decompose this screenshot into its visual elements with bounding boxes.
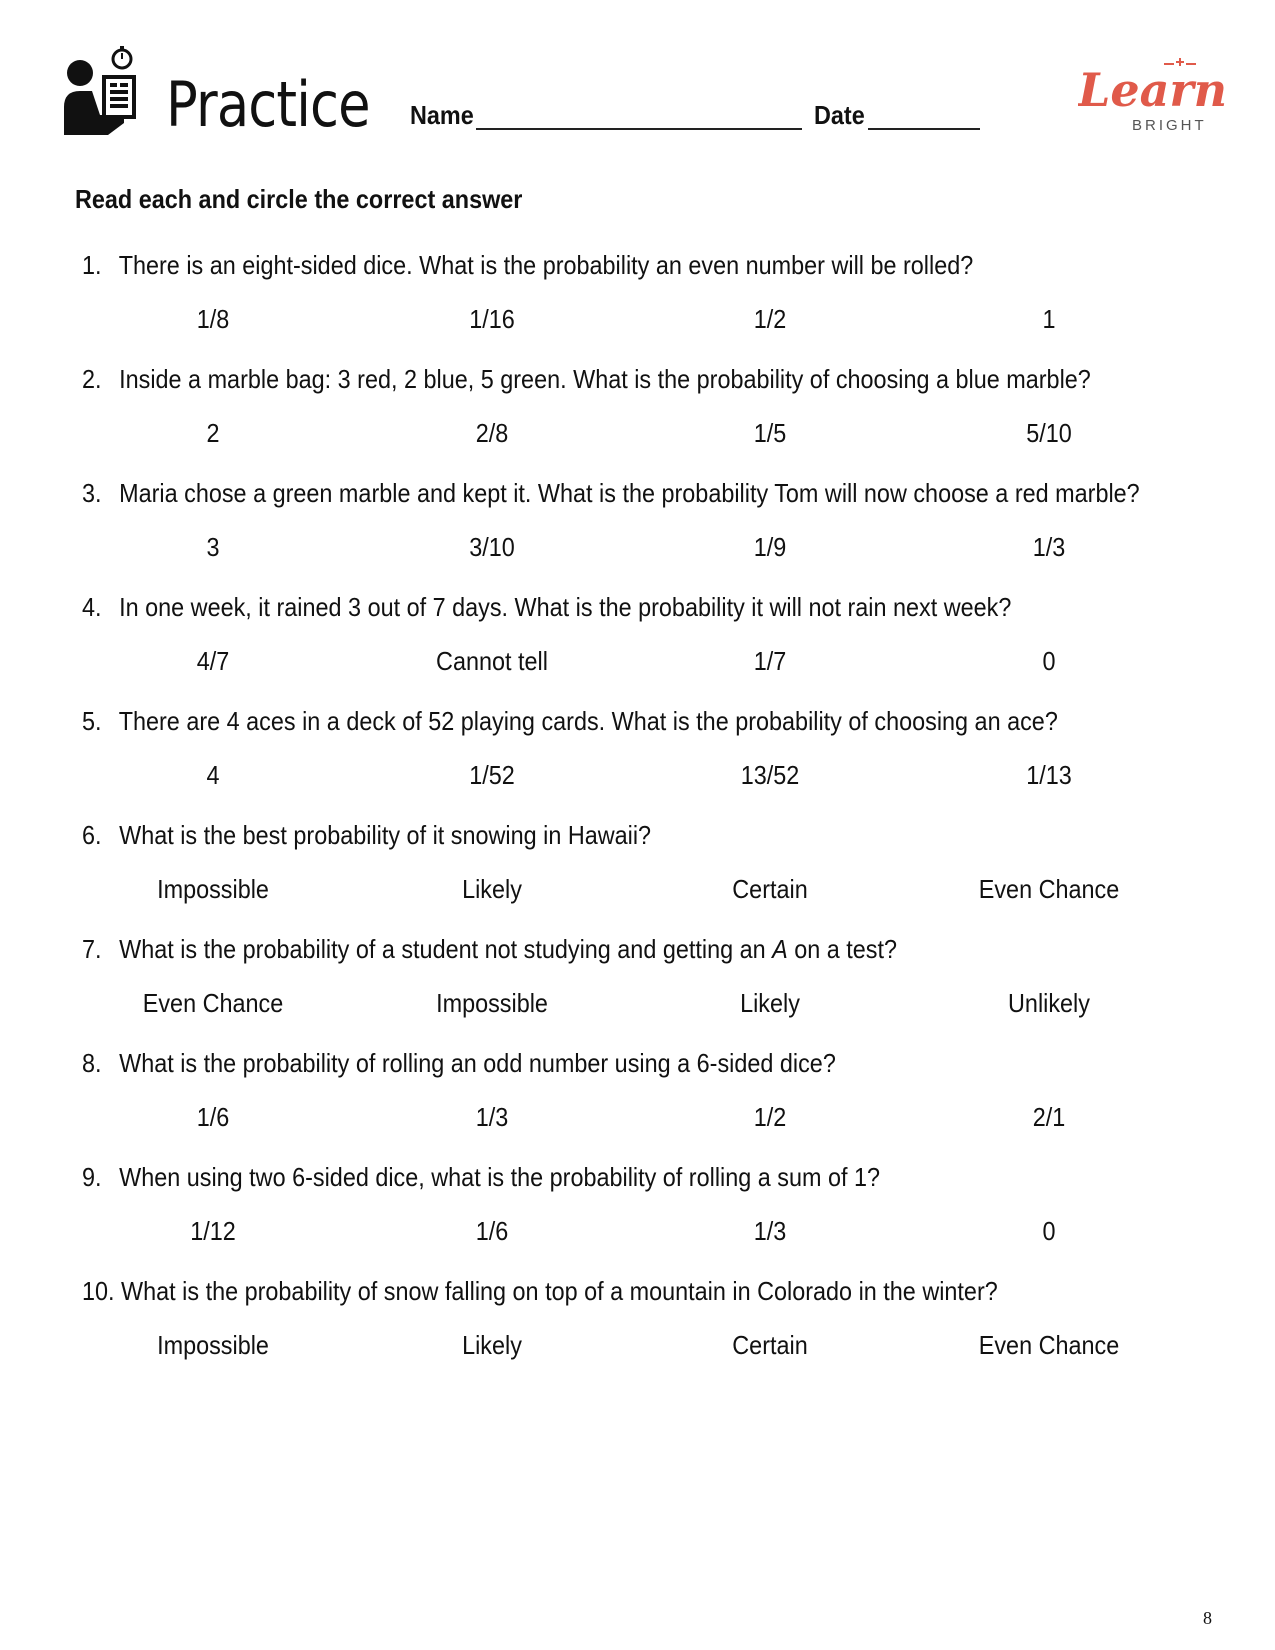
choice-a[interactable]: Impossible [157,1330,269,1360]
question-number: 4. [82,592,102,622]
question-text: Inside a marble bag: 3 red, 2 blue, 5 green. What is the probability of choosing a blue marble? [119,364,1091,394]
page-header [0,0,1275,160]
choice-b[interactable]: 2/8 [475,418,509,448]
choice-b[interactable]: Likely [462,1330,522,1360]
choice-b[interactable]: Cannot tell [436,646,548,676]
question-text: What is the probability of snow falling on top of a mountain in Colorado in the winter? [121,1276,998,1306]
choice-b[interactable]: 1/3 [475,1102,509,1132]
learn-bright-logo [1078,52,1228,142]
question-text: What is the probability of rolling an odd number using a 6-sided dice? [119,1048,836,1078]
page-number: 8 [1203,1608,1212,1628]
choice-c[interactable]: 1/9 [753,532,787,562]
choices-8 [0,1102,1275,1138]
logo-word: Learn [1078,63,1228,117]
choices-10 [0,1330,1275,1366]
choice-a[interactable]: Even Chance [142,988,284,1018]
choice-c[interactable]: 1/5 [753,418,787,448]
choice-d[interactable]: 5/10 [1026,418,1072,448]
choice-d[interactable]: 2/1 [1032,1102,1066,1132]
question-number: 8. [82,1048,102,1078]
choices-6 [0,874,1275,910]
choice-d[interactable]: Even Chance [978,874,1120,904]
question-number: 10. [82,1276,115,1306]
question-5 [82,706,1058,737]
choice-b[interactable]: 1/16 [469,304,515,334]
choices-7 [0,988,1275,1024]
choice-c[interactable]: 13/52 [740,760,800,790]
choice-b[interactable]: Likely [462,874,522,904]
question-7 [82,934,897,965]
question-6 [82,820,651,851]
question-text: What is the best probability of it snowing in Hawaii? [119,820,652,850]
question-number: 9. [82,1162,102,1192]
choice-d[interactable]: Even Chance [978,1330,1120,1360]
emphasized-letter: A [772,934,788,964]
choice-a[interactable]: 4/7 [196,646,230,676]
question-number: 3. [82,478,102,508]
question-9 [82,1162,880,1193]
choices-5 [0,760,1275,796]
choice-a[interactable]: 1/6 [196,1102,230,1132]
practice-person-icon [62,45,144,145]
question-2 [82,364,1091,395]
choice-c[interactable]: 1/3 [753,1216,787,1246]
choice-d[interactable]: 0 [1042,646,1056,676]
choices-2 [0,418,1275,454]
choice-a[interactable]: 2 [206,418,220,448]
page-title: Practice [166,68,370,141]
choice-c[interactable]: Certain [732,874,808,904]
choices-3 [0,532,1275,568]
choice-d[interactable]: 0 [1042,1216,1056,1246]
question-text: There is an eight-sided dice. What is the probability an even number will be rolled? [118,250,974,280]
choice-b[interactable]: Impossible [436,988,548,1018]
date-field[interactable] [868,128,980,130]
choice-c[interactable]: Likely [740,988,800,1018]
choice-a[interactable]: 4 [206,760,220,790]
choice-a[interactable]: 1/12 [190,1216,236,1246]
question-text: In one week, it rained 3 out of 7 days. What is the probability it will not rain next week? [119,592,1012,622]
choice-a[interactable]: 1/8 [196,304,230,334]
question-4 [82,592,1011,623]
choices-1 [0,304,1275,340]
question-text: Maria chose a green marble and kept it. What is the probability Tom will now choose a red marble? [119,478,1140,508]
question-text: What is the probability of a student not studying and getting an A on a test? [119,934,898,964]
choice-a[interactable]: Impossible [157,874,269,904]
choice-d[interactable]: 1/3 [1032,532,1066,562]
choices-9 [0,1216,1275,1252]
question-10 [82,1276,998,1307]
logo-subword: BRIGHT [1132,117,1207,134]
choice-a[interactable]: 3 [206,532,220,562]
choice-d[interactable]: 1/13 [1026,760,1072,790]
choice-d[interactable]: 1 [1042,304,1056,334]
date-label: Date [814,100,865,130]
question-number: 7. [82,934,102,964]
question-text: When using two 6-sided dice, what is the probability of rolling a sum of 1? [119,1162,881,1192]
question-text: There are 4 aces in a deck of 52 playing cards. What is the probability of choosing an ace? [118,706,1058,736]
choice-c[interactable]: 1/2 [753,304,787,334]
question-number: 2. [82,364,102,394]
name-label: Name [410,100,474,130]
choice-b[interactable]: 1/6 [475,1216,509,1246]
question-number: 1. [82,250,102,280]
instructions: Read each and circle the correct answer [75,184,523,214]
question-3 [82,478,1140,509]
choice-b[interactable]: 3/10 [469,532,515,562]
name-field[interactable] [476,128,802,130]
question-8 [82,1048,836,1079]
choice-c[interactable]: Certain [732,1330,808,1360]
choice-b[interactable]: 1/52 [469,760,515,790]
question-number: 5. [82,706,102,736]
choice-c[interactable]: 1/7 [753,646,787,676]
choice-c[interactable]: 1/2 [753,1102,787,1132]
choices-4 [0,646,1275,682]
choice-d[interactable]: Unlikely [1008,988,1090,1018]
question-1 [82,250,973,281]
question-number: 6. [82,820,102,850]
